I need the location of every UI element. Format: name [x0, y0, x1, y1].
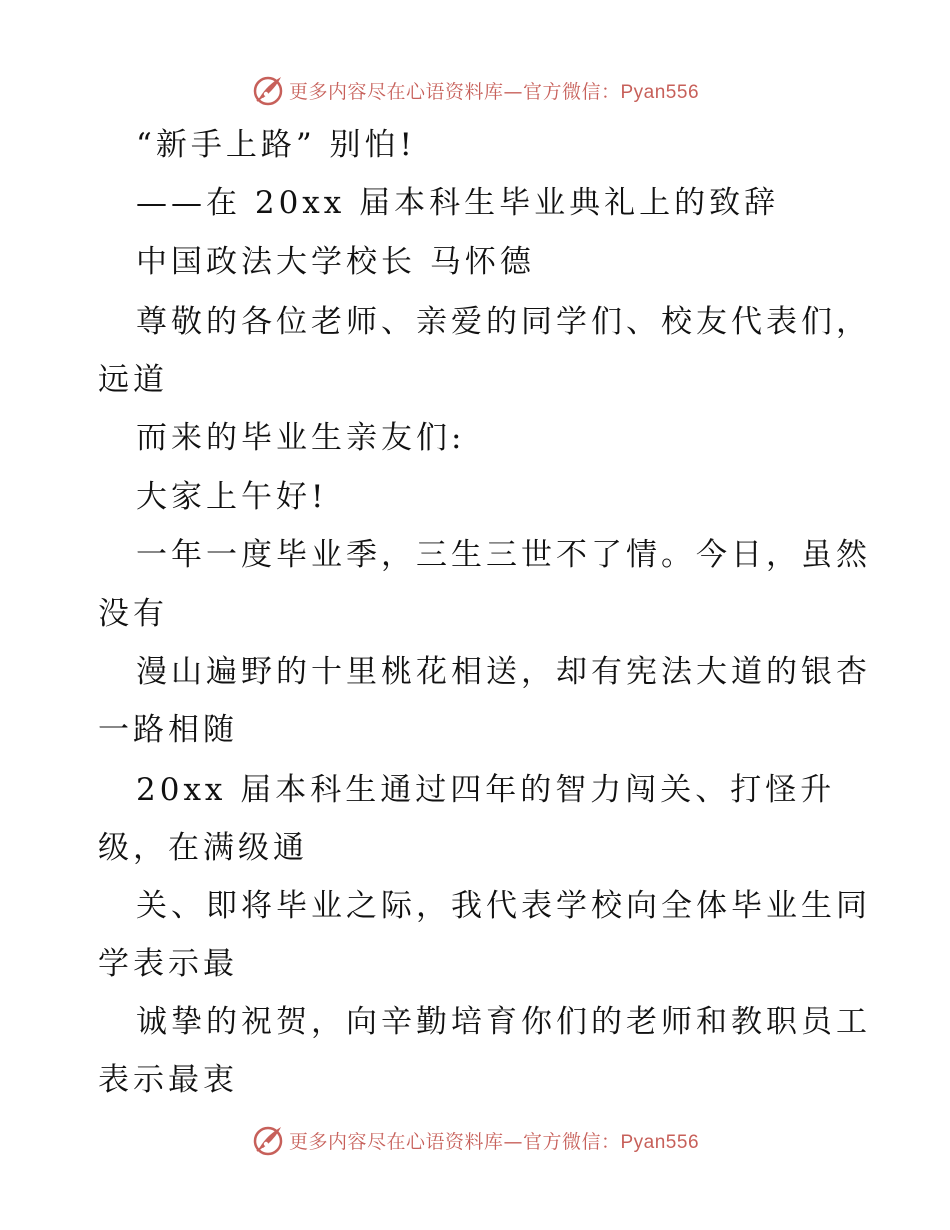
doc-line: 一年一度毕业季，三生三世不了情。今日，虽然	[136, 537, 871, 573]
watermark-site: 更多内容尽在心语资料库	[288, 80, 504, 103]
doc-line: 级，在满级通	[98, 830, 308, 866]
doc-line: 没有	[98, 596, 168, 632]
doc-line: 大家上午好!	[136, 479, 328, 515]
watermark-site: 更多内容尽在心语资料库	[288, 1130, 504, 1153]
watermark-contact: 官方微信：	[522, 80, 621, 103]
watermark-handle: Pyan556	[620, 81, 700, 103]
doc-title: “新手上路” 别怕!	[136, 127, 417, 163]
watermark-contact: 官方微信：	[522, 1130, 621, 1153]
doc-line: 远道	[98, 362, 168, 398]
doc-line: 学表示最	[98, 946, 238, 982]
doc-line: 20xx 届本科生通过四年的智力闯关、打怪升	[136, 772, 836, 808]
quill-logo-icon	[251, 1123, 285, 1157]
doc-line: 而来的毕业生亲友们:	[136, 420, 466, 456]
doc-line: 表示最衷	[98, 1062, 238, 1098]
doc-author: 中国政法大学校长 马怀德	[136, 244, 535, 280]
doc-subtitle: ——在 20xx 届本科生毕业典礼上的致辞	[136, 185, 780, 221]
doc-line: 漫山遍野的十里桃花相送，却有宪法大道的银杏	[136, 654, 871, 690]
watermark-separator: —	[503, 80, 523, 103]
footer-watermark	[0, 1122, 950, 1158]
watermark-handle: Pyan556	[620, 1131, 700, 1153]
watermark-separator: —	[503, 1130, 523, 1153]
doc-line: 尊敬的各位老师、亲爱的同学们、校友代表们，	[136, 304, 871, 340]
doc-line: 诚挚的祝贺，向辛勤培育你们的老师和教职员工	[136, 1004, 871, 1040]
doc-line: 一路相随	[98, 712, 238, 748]
doc-line: 关、即将毕业之际，我代表学校向全体毕业生同	[136, 888, 871, 924]
